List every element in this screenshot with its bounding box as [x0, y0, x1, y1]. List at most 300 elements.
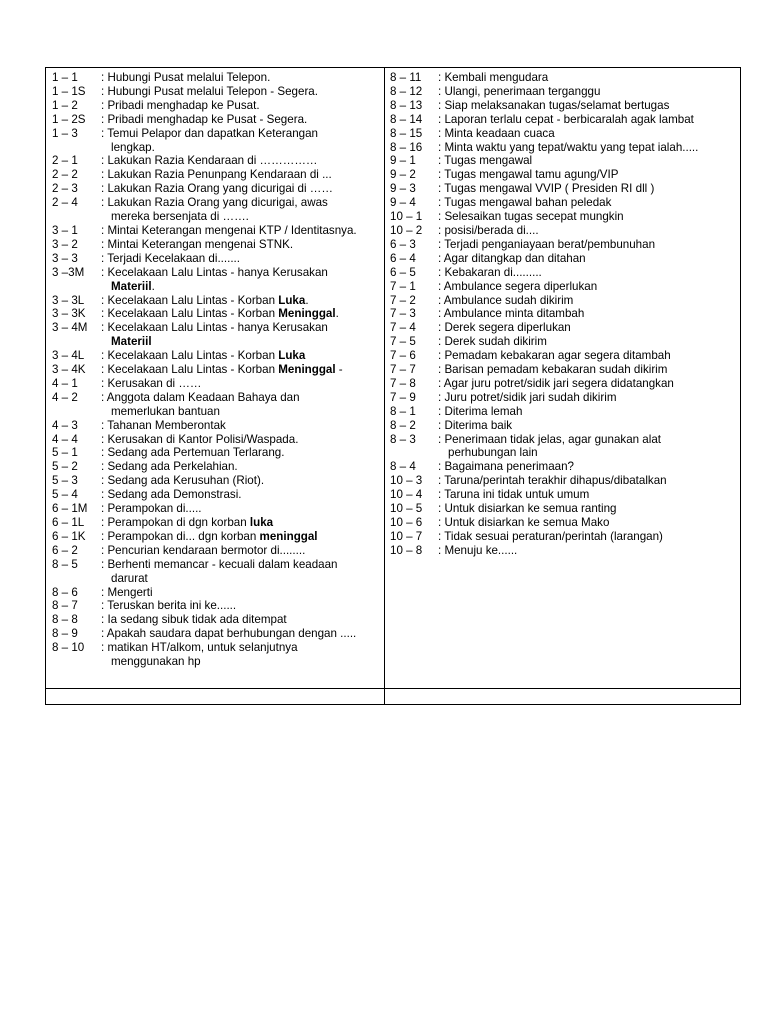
code-description: [101, 586, 388, 600]
code-number: 9 – 2: [390, 168, 416, 182]
code-number: 7 – 9: [390, 390, 416, 404]
code-description: [101, 502, 388, 516]
code-number: 4 – 4: [52, 432, 78, 446]
code-description: [101, 238, 388, 252]
code-number: 10 – 3: [390, 474, 423, 488]
code-description: [438, 349, 740, 363]
code-number: 9 – 4: [390, 196, 416, 210]
continuation-text: [101, 335, 388, 349]
code-spacer: [52, 655, 101, 669]
continuation-text: [101, 572, 388, 586]
code-description: [101, 363, 388, 377]
code-entry: [52, 377, 388, 391]
description-emphasis: luka: [249, 516, 274, 529]
code-entry: [390, 474, 740, 488]
description-text: : Tidak sesuai peraturan/perintah (larangan): [438, 529, 663, 543]
code-entry: [390, 405, 740, 419]
code-description: [438, 474, 740, 488]
code-entry: [52, 71, 388, 85]
code-description: [101, 85, 388, 99]
code-spacer: [52, 405, 101, 419]
code-number: 2 – 1: [52, 154, 78, 168]
code-number: 3 – 3L: [52, 293, 85, 307]
code-entry: [52, 113, 388, 127]
description-text: : Sedang ada Perkelahian.: [101, 460, 238, 474]
code-description: [101, 349, 388, 363]
code-entry: [390, 502, 740, 516]
code-description: [101, 71, 388, 85]
code-number: 5 – 1: [52, 446, 78, 460]
code-description: [438, 210, 740, 224]
description-emphasis: Luka: [278, 293, 306, 307]
description-text: : Perampokan di.....: [101, 502, 202, 516]
code-number: 2 – 4: [52, 196, 78, 210]
code-number: 8 – 2: [390, 418, 416, 432]
description-text: : Pencurian kendaraan bermotor di........: [101, 543, 306, 557]
description-text: : Pemadam kebakaran agar segera ditambah: [438, 349, 671, 363]
continuation-text: [101, 141, 388, 155]
code-description: [101, 294, 388, 308]
description-text: : Lakukan Razia Orang yang dicurigai, awas: [101, 196, 328, 210]
continuation-line: mereka bersenjata di …….: [111, 210, 249, 224]
code-entry-continuation: [52, 141, 388, 155]
code-number: 3 –3M: [52, 265, 85, 279]
description-text: : Lakukan Razia Kendaraan di ……………: [101, 154, 318, 168]
code-description: [438, 141, 740, 155]
code-number: 3 – 4L: [52, 349, 85, 363]
code-entry: [390, 516, 740, 530]
code-entry: [390, 433, 740, 447]
code-description: [101, 641, 388, 655]
code-number: 3 – 4K: [52, 363, 86, 377]
code-description: [101, 419, 388, 433]
description-text: : Minta waktu yang tepat/waktu yang tepat ialah.....: [438, 140, 699, 154]
code-number: 2 – 3: [52, 182, 78, 196]
code-number: 10 – 4: [390, 488, 423, 502]
code-entry: [52, 516, 388, 530]
description-text: : Kecelakaan Lalu Lintas - hanya Kerusakan: [101, 321, 328, 335]
code-entry: [390, 294, 740, 308]
description-text: : Kecelakaan Lalu Lintas - Korban: [101, 307, 279, 321]
description-text: : Temui Pelapor dan dapatkan Keterangan: [101, 126, 319, 140]
description-text: : Mengerti: [101, 585, 153, 599]
code-number: 8 – 8: [52, 613, 78, 627]
code-entry: [52, 544, 388, 558]
description-text: : Kerusakan di ……: [101, 376, 202, 390]
code-number: 1 – 2S: [52, 112, 86, 126]
code-number: 3 – 3K: [52, 307, 86, 321]
description-text: : Berhenti memancar - kecuali dalam keadaan: [101, 557, 338, 571]
code-entry: [52, 182, 388, 196]
left-column: [52, 71, 388, 669]
code-entry: [52, 238, 388, 252]
code-number: 4 – 2: [52, 390, 78, 404]
code-number: 8 – 7: [52, 599, 78, 613]
code-entry: [52, 224, 388, 238]
continuation-line: lengkap.: [111, 140, 155, 154]
description-text: : Diterima baik: [438, 418, 513, 432]
code-entry: [52, 85, 388, 99]
code-entry: [52, 307, 388, 321]
code-number: 3 – 4M: [52, 321, 88, 335]
code-number: 3 – 1: [52, 223, 78, 237]
code-entry: [390, 224, 740, 238]
code-entry-continuation: [52, 405, 388, 419]
description-text: : Anggota dalam Keadaan Bahaya dan: [101, 390, 300, 404]
continuation-emphasis: Materiil: [111, 335, 152, 349]
description-text: : Lakukan Razia Orang yang dicurigai di ……: [101, 182, 333, 196]
code-entry: [52, 127, 388, 141]
code-entry: [390, 419, 740, 433]
code-description: [101, 433, 388, 447]
code-spacer: [52, 141, 101, 155]
code-number: 1 – 1S: [52, 84, 86, 98]
code-description: [101, 154, 388, 168]
code-entry-continuation: [52, 335, 388, 349]
description-text: : Ulangi, penerimaan terganggu: [438, 84, 601, 98]
code-entry: [52, 196, 388, 210]
code-entry: [390, 530, 740, 544]
description-text: : Perampokan di dgn korban: [101, 516, 250, 529]
code-number: 8 – 5: [52, 557, 78, 571]
code-number: 5 – 4: [52, 488, 78, 502]
continuation-text: [101, 655, 388, 669]
code-description: [101, 516, 388, 530]
code-number: 10 – 7: [390, 529, 423, 543]
code-description: [438, 280, 740, 294]
code-number: 10 – 6: [390, 516, 423, 529]
code-entry: [390, 182, 740, 196]
code-entry: [52, 641, 388, 655]
code-description: [438, 182, 740, 196]
description-emphasis: meninggal: [259, 529, 318, 543]
code-entry-continuation: [52, 572, 388, 586]
description-text: : Barisan pemadam kebakaran sudah dikirim: [438, 363, 668, 377]
description-suffix: -: [335, 363, 343, 377]
code-description: [438, 266, 740, 280]
code-entry: [52, 321, 388, 335]
code-description: [101, 377, 388, 391]
code-description: [101, 544, 388, 558]
description-text: : Minta keadaan cuaca: [438, 126, 555, 140]
description-text: : Diterima lemah: [438, 404, 523, 418]
continuation-text: [438, 446, 740, 460]
code-description: [438, 544, 740, 558]
code-entry: [390, 85, 740, 99]
code-number: 8 – 12: [390, 84, 423, 98]
code-description: [101, 391, 388, 405]
code-description: [101, 613, 388, 627]
code-entry: [52, 168, 388, 182]
code-number: 7 – 6: [390, 349, 416, 363]
code-entry: [390, 266, 740, 280]
code-description: [438, 405, 740, 419]
code-number: 8 – 15: [390, 126, 423, 140]
code-number: 7 – 1: [390, 279, 416, 293]
code-entry: [390, 460, 740, 474]
code-entry: [390, 377, 740, 391]
continuation-text: [101, 280, 388, 294]
code-entry: [52, 154, 388, 168]
code-entry: [52, 530, 388, 544]
description-text: : Tahanan Memberontak: [101, 418, 226, 432]
code-number: 3 – 2: [52, 237, 78, 251]
code-number: 10 – 8: [390, 543, 423, 557]
code-number: 5 – 2: [52, 460, 78, 474]
code-description: [438, 238, 740, 252]
code-entry: [52, 363, 388, 377]
code-entry: [52, 99, 388, 113]
description-text: : Sedang ada Demonstrasi.: [101, 488, 242, 502]
description-suffix: .: [335, 307, 339, 321]
description-emphasis: Luka: [278, 349, 306, 363]
description-text: : Selesaikan tugas secepat mungkin: [438, 210, 624, 224]
code-spacer: [52, 335, 101, 349]
code-description: [438, 391, 740, 405]
continuation-suffix: .: [151, 279, 155, 293]
right-column: [390, 71, 740, 558]
description-text: : Kecelakaan Lalu Lintas - Korban: [101, 293, 279, 307]
code-number: 1 – 3: [52, 126, 78, 140]
code-entry: [52, 460, 388, 474]
code-description: [438, 85, 740, 99]
code-table: [45, 67, 741, 705]
code-description: [101, 168, 388, 182]
code-description: [438, 419, 740, 433]
code-description: [101, 99, 388, 113]
code-number: 6 – 1M: [52, 502, 88, 516]
code-number: 6 – 3: [390, 237, 416, 251]
code-number: 8 – 6: [52, 585, 78, 599]
description-text: : Tugas mengawal: [438, 154, 533, 168]
code-entry: [52, 294, 388, 308]
code-description: [101, 307, 388, 321]
description-text: : Derek segera diperlukan: [438, 321, 571, 335]
code-entry: [52, 502, 388, 516]
code-description: [438, 71, 740, 85]
code-number: 7 – 8: [390, 376, 416, 390]
description-text: : matikan HT/alkom, untuk selanjutnya: [101, 641, 298, 655]
code-description: [438, 335, 740, 349]
code-entry: [390, 71, 740, 85]
code-description: [438, 127, 740, 141]
code-description: [101, 127, 388, 141]
code-description: [438, 168, 740, 182]
code-spacer: [52, 572, 101, 586]
code-description: [101, 474, 388, 488]
code-entry: [390, 127, 740, 141]
code-number: 8 – 11: [390, 71, 422, 84]
description-text: : Mintai Keterangan mengenai KTP / Identitasnya.: [101, 223, 357, 237]
code-entry-continuation: [390, 446, 740, 460]
code-description: [438, 530, 740, 544]
code-entry: [390, 113, 740, 127]
code-entry: [52, 446, 388, 460]
footer-row-divider: [46, 688, 740, 689]
code-entry: [52, 349, 388, 363]
code-description: [101, 558, 388, 572]
code-description: [438, 488, 740, 502]
code-description: [438, 99, 740, 113]
description-text: : Hubungi Pusat melalui Telepon - Segera.: [101, 84, 318, 98]
code-entry: [52, 474, 388, 488]
code-number: 7 – 2: [390, 293, 416, 307]
description-text: : Bagaimana penerimaan?: [438, 460, 574, 474]
continuation-text: [101, 210, 388, 224]
code-description: [438, 113, 740, 127]
description-text: : Siap melaksanakan tugas/selamat bertugas: [438, 98, 670, 112]
description-text: : Agar ditangkap dan ditahan: [438, 251, 586, 265]
description-text: : Tugas mengawal bahan peledak: [438, 196, 612, 210]
code-description: [438, 460, 740, 474]
description-text: : Juru potret/sidik jari sudah dikirim: [438, 390, 617, 404]
description-text: : Taruna ini tidak untuk umum: [438, 488, 590, 502]
code-number: 9 – 3: [390, 182, 416, 196]
code-number: 2 – 2: [52, 168, 78, 182]
description-text: : Ambulance sudah dikirim: [438, 293, 574, 307]
code-entry: [52, 627, 388, 641]
code-description: [438, 307, 740, 321]
code-spacer: [52, 280, 101, 294]
code-spacer: [390, 446, 438, 460]
code-entry: [390, 488, 740, 502]
description-text: : Sedang ada Kerusuhan (Riot).: [101, 474, 265, 488]
description-text: : Terjadi penganiayaan berat/pembunuhan: [438, 237, 656, 251]
description-text: : Ambulance segera diperlukan: [438, 279, 598, 293]
code-number: 9 – 1: [390, 154, 416, 168]
code-description: [101, 627, 388, 641]
code-number: 8 – 3: [390, 432, 416, 446]
code-description: [101, 182, 388, 196]
code-entry: [390, 196, 740, 210]
code-description: [438, 224, 740, 238]
code-entry: [390, 349, 740, 363]
code-description: [438, 377, 740, 391]
code-entry-continuation: [52, 655, 388, 669]
description-text: : Kerusakan di Kantor Polisi/Waspada.: [101, 432, 299, 446]
code-description: [101, 488, 388, 502]
code-number: 8 – 1: [390, 404, 416, 418]
code-entry: [52, 558, 388, 572]
code-number: 1 – 2: [52, 98, 78, 112]
code-entry: [390, 99, 740, 113]
code-number: 8 – 13: [390, 98, 423, 112]
description-text: : Tugas mengawal VVIP ( Presiden RI dll ): [438, 182, 655, 196]
code-number: 4 – 1: [52, 376, 78, 390]
code-number: 6 – 4: [390, 251, 416, 265]
code-entry: [390, 154, 740, 168]
code-number: 7 – 3: [390, 307, 416, 321]
description-text: : Mintai Keterangan mengenai STNK.: [101, 237, 294, 251]
description-text: : Ambulance minta ditambah: [438, 307, 585, 321]
code-number: 8 – 14: [390, 112, 423, 126]
description-text: : Kembali mengudara: [438, 71, 549, 84]
code-number: 4 – 3: [52, 418, 78, 432]
code-entry-continuation: [52, 280, 388, 294]
code-number: 1 – 1: [52, 71, 78, 84]
code-description: [438, 196, 740, 210]
description-text: : Perampokan di... dgn korban: [101, 529, 260, 543]
description-emphasis: Meninggal: [278, 307, 336, 321]
code-number: 5 – 3: [52, 474, 78, 488]
code-entry: [390, 363, 740, 377]
code-description: [438, 516, 740, 530]
description-text: : Derek sudah dikirim: [438, 335, 547, 349]
code-entry-continuation: [52, 210, 388, 224]
description-emphasis: Meninggal: [278, 363, 336, 377]
code-description: [438, 154, 740, 168]
code-number: 10 – 1: [390, 210, 423, 224]
code-entry: [52, 488, 388, 502]
code-description: [101, 446, 388, 460]
description-text: : Apakah saudara dapat berhubungan dengan .....: [101, 627, 357, 641]
description-suffix: .: [305, 293, 309, 307]
code-entry: [390, 252, 740, 266]
code-description: [101, 224, 388, 238]
code-description: [101, 196, 388, 210]
code-number: 10 – 5: [390, 502, 423, 516]
code-description: [101, 460, 388, 474]
continuation-line: perhubungan lain: [448, 446, 538, 460]
code-number: 10 – 2: [390, 223, 423, 237]
description-text: : Untuk disiarkan ke semua Mako: [438, 516, 610, 529]
code-number: 8 – 10: [52, 641, 85, 655]
code-entry: [390, 238, 740, 252]
description-text: : Sedang ada Pertemuan Terlarang.: [101, 446, 285, 460]
code-entry: [390, 210, 740, 224]
description-text: : posisi/berada di....: [438, 223, 539, 237]
code-entry: [390, 544, 740, 558]
code-description: [438, 363, 740, 377]
continuation-text: [101, 405, 388, 419]
description-text: : Lakukan Razia Penunpang Kendaraan di ...: [101, 168, 332, 182]
description-text: : Ia sedang sibuk tidak ada ditempat: [101, 613, 287, 627]
description-text: : Terjadi Kecelakaan di.......: [101, 251, 240, 265]
description-text: : Pribadi menghadap ke Pusat - Segera.: [101, 112, 308, 126]
code-number: 6 – 1L: [52, 516, 85, 529]
code-entry: [390, 335, 740, 349]
code-number: 7 – 5: [390, 335, 416, 349]
continuation-line: darurat: [111, 571, 148, 585]
code-spacer: [52, 210, 101, 224]
continuation-line: memerlukan bantuan: [111, 404, 220, 418]
description-text: : Penerimaan tidak jelas, agar gunakan alat: [438, 432, 661, 446]
code-description: [101, 321, 388, 335]
code-number: 6 – 5: [390, 265, 416, 279]
description-text: : Agar juru potret/sidik jari segera didatangkan: [438, 376, 674, 390]
code-description: [438, 321, 740, 335]
code-entry: [390, 141, 740, 155]
continuation-emphasis: Materiil: [111, 279, 152, 293]
code-entry: [52, 599, 388, 613]
description-text: : Hubungi Pusat melalui Telepon.: [101, 71, 271, 84]
code-entry: [52, 613, 388, 627]
description-text: : Pribadi menghadap ke Pusat.: [101, 98, 260, 112]
description-text: : Teruskan berita ini ke......: [101, 599, 237, 613]
description-text: : Laporan terlalu cepat - berbicaralah agak lambat: [438, 112, 694, 126]
description-text: : Kecelakaan Lalu Lintas - Korban: [101, 363, 279, 377]
code-entry: [390, 280, 740, 294]
code-entry: [52, 266, 388, 280]
code-description: [438, 294, 740, 308]
code-number: 7 – 7: [390, 363, 416, 377]
code-entry: [390, 168, 740, 182]
description-text: : Menuju ke......: [438, 543, 518, 557]
code-description: [438, 433, 740, 447]
code-description: [101, 530, 388, 544]
code-entry: [52, 586, 388, 600]
code-number: 6 – 1K: [52, 529, 86, 543]
